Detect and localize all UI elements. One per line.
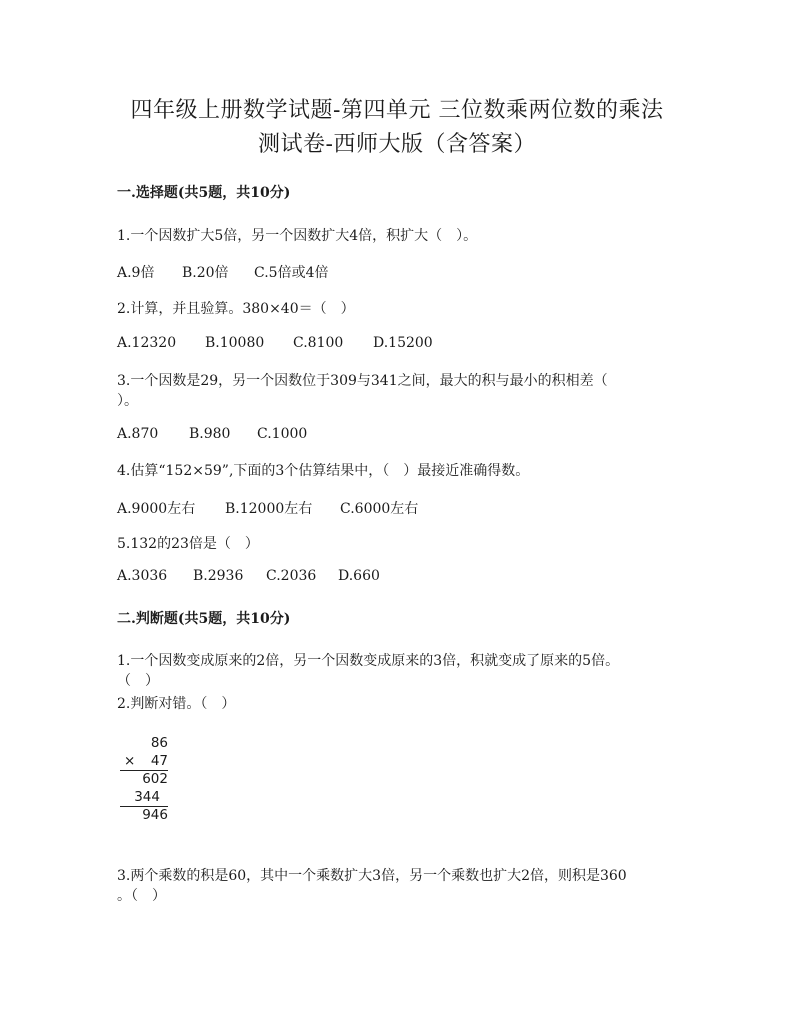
partial-product-1: 602 — [142, 771, 168, 787]
option-c: C.6000左右 — [340, 501, 419, 517]
question-3-options — [117, 426, 307, 442]
page-title-line1: 四年级上册数学试题-第四单元 三位数乘两位数的乘法 — [130, 98, 664, 123]
option-c: C.2036 — [266, 568, 317, 584]
partial-product-2: 344 — [120, 789, 168, 808]
option-a: A.9000左右 — [117, 501, 196, 517]
judge-3-text-line2: 。（ ） — [117, 888, 166, 904]
option-a: A.12320 — [117, 335, 177, 351]
question-5-options — [117, 568, 380, 584]
section2-heading: 二.判断题(共5题，共10分) — [117, 611, 291, 627]
option-a: A.9倍 — [117, 265, 155, 281]
option-b: B.980 — [189, 426, 231, 442]
page-title-line2: 测试卷-西师大版（含答案） — [258, 132, 536, 157]
option-b: B.20倍 — [182, 265, 229, 281]
option-c: C.5倍或4倍 — [254, 265, 329, 281]
multiplier-row — [120, 753, 168, 772]
judge-2-text: 2.判断对错。（ ） — [117, 696, 236, 712]
vertical-multiplication — [120, 735, 168, 825]
option-a: A.3036 — [117, 568, 168, 584]
question-4-text: 4.估算“152×59”,下面的3个估算结果中，（ ）最接近准确得数。 — [117, 463, 530, 479]
times-sign: × — [124, 752, 136, 769]
option-b: B.12000左右 — [225, 501, 313, 517]
question-3-text-line1: 3.一个因数是29，另一个因数位于309与341之间，最大的积与最小的积相差（ — [117, 373, 608, 389]
option-c: C.8100 — [293, 335, 344, 351]
question-1-options — [117, 262, 328, 282]
question-3-text-line2: ）。 — [117, 393, 138, 409]
option-b: B.10080 — [205, 335, 265, 351]
section1-heading: 一.选择题(共5题，共10分) — [117, 185, 291, 201]
multiplier: 47 — [150, 752, 168, 769]
judge-3-text-line1: 3.两个乘数的积是60，其中一个乘数扩大3倍，另一个乘数也扩大2倍，则积是360 — [117, 868, 627, 884]
question-2-text: 2.计算，并且验算。380×40＝（ ） — [117, 301, 355, 317]
judge-1-text-line2: （ ） — [117, 673, 159, 689]
question-2-options — [117, 335, 433, 351]
option-a: A.870 — [117, 426, 159, 442]
question-1-text: 1.一个因数扩大5倍，另一个因数扩大4倍，积扩大（ ）。 — [117, 228, 478, 244]
question-5-text: 5.132的23倍是（ ） — [117, 536, 259, 552]
option-d: D.660 — [338, 568, 380, 584]
judge-1-text-line1: 1.一个因数变成原来的2倍，另一个因数变成原来的3倍，积就变成了原来的5倍。 — [117, 653, 620, 669]
option-b: B.2936 — [193, 568, 244, 584]
question-4-options — [117, 498, 418, 518]
product-result: 946 — [142, 807, 168, 823]
multiplicand: 86 — [150, 735, 168, 751]
option-c: C.1000 — [257, 426, 308, 442]
option-d: D.15200 — [373, 335, 433, 351]
